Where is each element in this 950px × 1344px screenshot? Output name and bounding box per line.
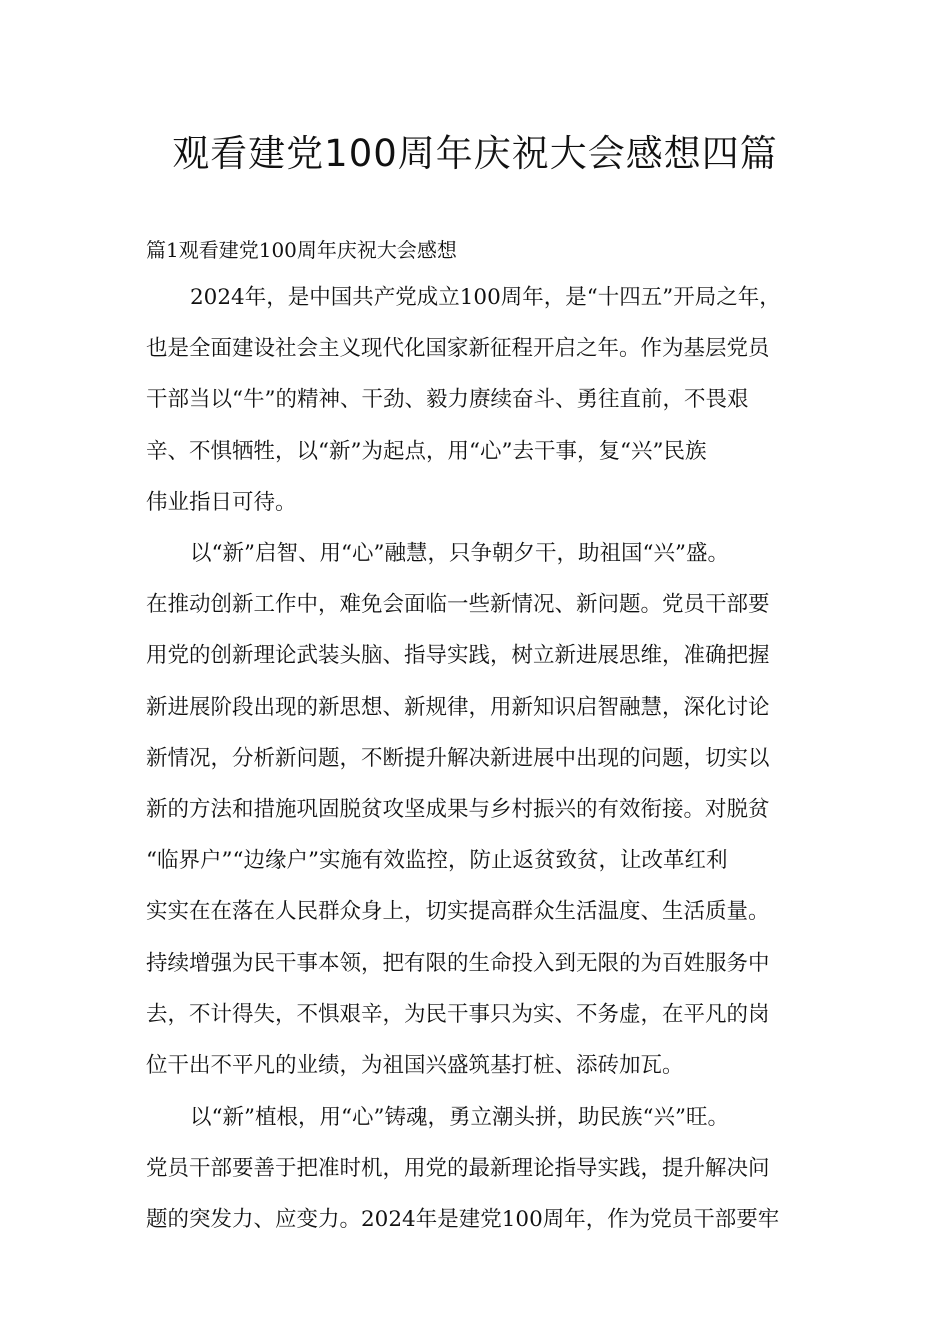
paragraph-line: 新的方法和措施巩固脱贫攻坚成果与乡村振兴的有效衔接。对脱贫 <box>146 796 770 822</box>
paragraph-line: 伟业指日可待。 <box>146 489 297 515</box>
paragraph-line: 持续增强为民干事本领，把有限的生命投入到无限的为百姓服务中 <box>146 950 770 976</box>
paragraph-line: 2024年，是中国共产党成立100周年，是“十四五”开局之年， <box>190 285 781 310</box>
paragraph-line: 位干出不平凡的业绩，为祖国兴盛筑基打桩、添砖加瓦。 <box>146 1052 684 1078</box>
paragraph-line: “临界户”“边缘户”实施有效监控，防止返贫致贫，让改革红利 <box>146 848 728 874</box>
paragraph-line: 也是全面建设社会主义现代化国家新征程开启之年。作为基层党员 <box>146 336 770 362</box>
paragraph-1 <box>146 272 826 528</box>
paragraph-line: 去，不计得失，不惧艰辛，为民干事只为实、不务虚，在平凡的岗 <box>146 1001 770 1027</box>
paragraph-line: 实实在在落在人民群众身上，切实提高群众生活温度、生活质量。 <box>146 899 770 925</box>
paragraph-line: 题的突发力、应变力。2024年是建党100周年，作为党员干部要牢 <box>146 1207 780 1233</box>
paragraph-line: 以“新”植根，用“心”铸魂，勇立潮头拼，助民族“兴”旺。 <box>190 1105 729 1130</box>
paragraph-line: 新进展阶段出现的新思想、新规律，用新知识启智融慧，深化讨论 <box>146 694 770 720</box>
paragraph-line: 以“新”启智、用“心”融慧，只争朝夕干，助祖国“兴”盛。 <box>190 541 729 566</box>
paragraph-line: 干部当以“牛”的精神、干劲、毅力赓续奋斗、勇往直前，不畏艰 <box>146 387 749 413</box>
paragraph-2 <box>146 528 826 1091</box>
paragraph-line: 党员干部要善于把准时机，用党的最新理论指导实践，提升解决问 <box>146 1156 770 1182</box>
paragraph-line: 用党的创新理论武装头脑、指导实践，树立新进展思维，准确把握 <box>146 643 770 669</box>
paragraph-line: 辛、不惧牺牲，以“新”为起点，用“心”去干事，复“兴”民族 <box>146 438 707 464</box>
paragraph-3 <box>146 1092 826 1246</box>
paragraph-line: 新情况，分析新问题，不断提升解决新进展中出现的问题，切实以 <box>146 745 770 771</box>
section-heading: 篇1观看建党100周年庆祝大会感想 <box>146 238 457 262</box>
paragraph-line: 在推动创新工作中，难免会面临一些新情况、新问题。党员干部要 <box>146 592 770 618</box>
document-title: 观看建党100周年庆祝大会感想四篇 <box>172 132 778 175</box>
